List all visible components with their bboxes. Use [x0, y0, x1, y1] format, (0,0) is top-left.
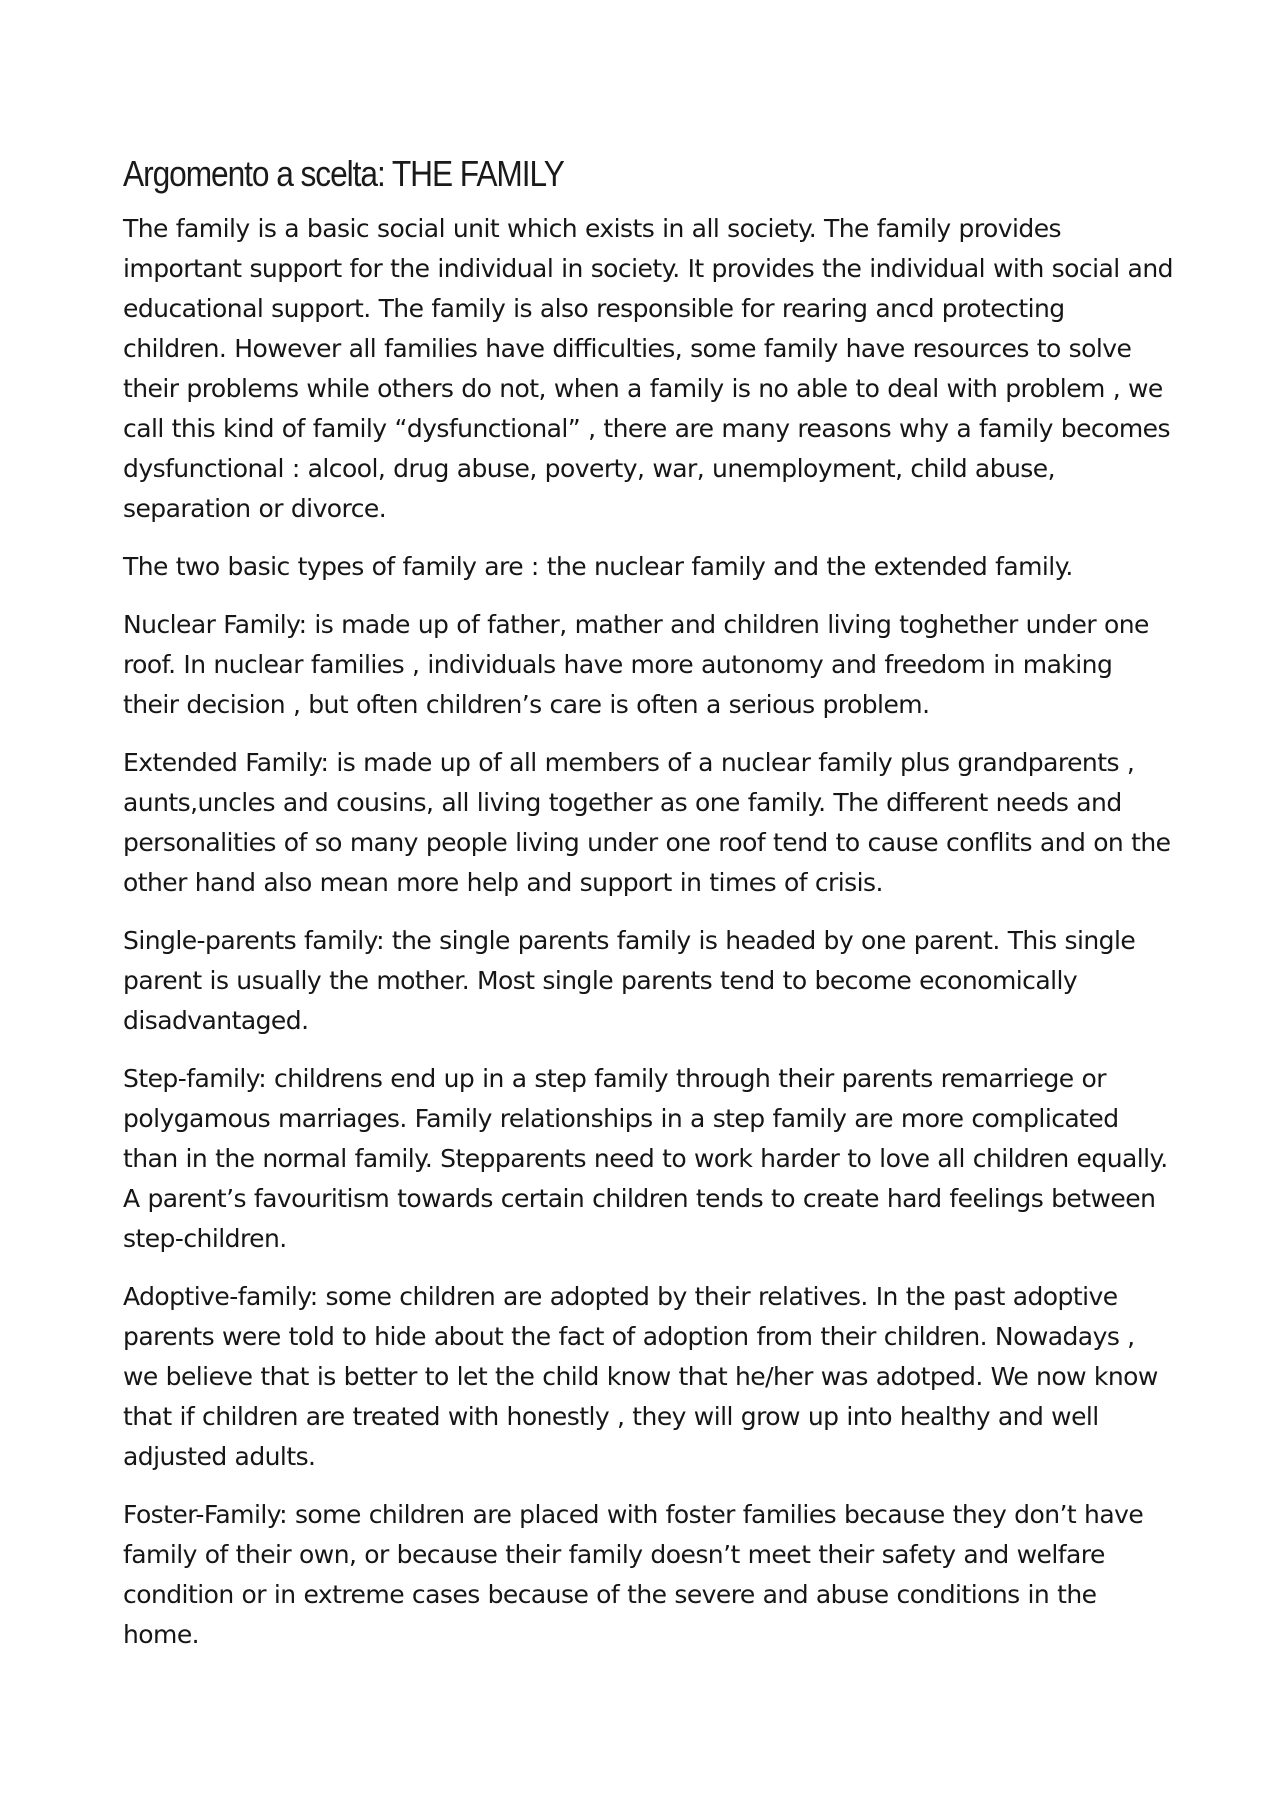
document-title: Argomento a scelta: THE FAMILY: [123, 153, 564, 194]
paragraph-intro: The family is a basic social unit which exists in all society. The family provides important support for the individual in society. It provides the individual with social and educational support. The family is also responsible for rearing ancd protecting children. However all families have difficulties, some family have resources to solve their problems while others do not, when a family is no able to deal with problem , we call this kind of family “dysfunctional” , there are many reasons why a family becomes dysfunctional : alcool, drug abuse, poverty, war, unemployment, child abuse, separation or divorce.: [123, 214, 1173, 524]
document-body: [123, 152, 1173, 1673]
paragraph-foster-family: Foster-Family: some children are placed with foster families because they don’t have family of their own, or because their family doesn’t meet their safety and welfare condition or in extreme cases because of the severe and abuse conditions in the home.: [123, 1500, 1144, 1650]
paragraph-adoptive-family: Adoptive-family: some children are adopted by their relatives. In the past adoptive parents were told to hide about the fact of adoption from their children. Nowadays , we believe that is better to let the child know that he/her was adotped. We now know that if children are treated with honestly , they will grow up into healthy and well adjusted adults.: [123, 1282, 1158, 1472]
paragraph-step-family: Step-family: childrens end up in a step family through their parents remarriege or polygamous marriages. Family relationships in a step family are more complicated than in the normal family. Stepparents need to work harder to love all children equally. A parent’s favouritism towards certain children tends to create hard feelings between step-children.: [123, 1064, 1168, 1254]
paragraph-extended-family: Extended Family: is made up of all members of a nuclear family plus grandparents , aunts,uncles and cousins, all living together as one family. The different needs and personalities of so many people living under one roof tend to cause conflits and on the other hand also mean more help and support in times of crisis.: [123, 748, 1171, 898]
paragraph-nuclear-family: Nuclear Family: is made up of father, mather and children living toghether under one roof. In nuclear families , individuals have more autonomy and freedom in making their decision , but often children’s care is often a serious problem.: [123, 610, 1149, 720]
paragraph-family-types: The two basic types of family are : the nuclear family and the extended family.: [123, 552, 1073, 582]
paragraph-single-parent-family: Single-parents family: the single parents family is headed by one parent. This single parent is usually the mother. Most single parents tend to become economically disadvantaged.: [123, 926, 1136, 1036]
